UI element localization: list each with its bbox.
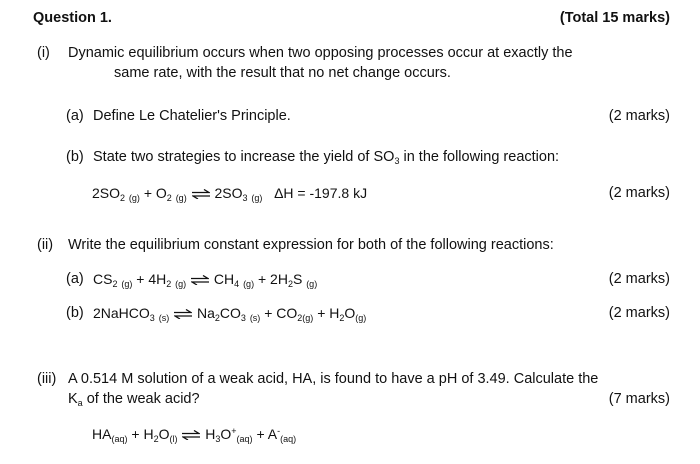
equation-cs2: $CS_2$ $_{(g)} + 4H_2$ $_{(g)}$ $CH_4$ $_{(g)} + 2H_2S$ $_{(g)}$	[93, 271, 318, 289]
part-i-b-label: (b)	[66, 149, 84, 165]
part-i-line1: Dynamic equilibrium occurs when two opposing processes occur at exactly the	[68, 45, 573, 61]
part-ii-a-marks: (2 marks)	[608, 271, 670, 287]
part-ii-label: (ii)	[37, 237, 54, 253]
equation-nahco3: 2NaHCO$_3$ $_{(s)}$ $Na_2CO_3$ $_{(s)} + CO_{2(g)} + H_2O_{(g)}$	[93, 305, 367, 323]
part-ii-b-label: (b)	[66, 305, 84, 321]
equilibrium-arrow-icon	[182, 430, 200, 440]
part-iii-line2: $K_a$ of the weak acid?	[68, 391, 200, 408]
enthalpy-change: ΔH = -197.8 kJ	[274, 185, 368, 201]
part-i-b-text: State two strategies to increase the yield of $SO_3$ in the following reaction:	[93, 149, 560, 166]
equation-ha: $HA_{(aq)} + H_2O_{(l)}$ $H_3O^+_{(aq)} + A^-_{(aq)}$	[92, 426, 297, 444]
equilibrium-arrow-icon	[174, 309, 192, 319]
part-iii-label: (iii)	[37, 371, 57, 387]
total-marks: (Total 15 marks)	[559, 10, 670, 26]
part-i-b-marks: (2 marks)	[608, 185, 670, 201]
question-title: Question 1.	[33, 10, 112, 26]
equilibrium-arrow-icon	[191, 275, 209, 285]
equation-so3: $2SO_2$ $_{(g)} + O_2$ $_{(g)}$ $2SO_3$ $_{(g)}$ ΔH = -197.8 kJ	[92, 185, 368, 203]
equilibrium-arrow-icon	[192, 189, 210, 199]
part-i-line2: same rate, with the result that no net change occurs.	[114, 65, 451, 81]
part-i-a-marks: (2 marks)	[608, 108, 670, 124]
part-iii-line1: A 0.514 M solution of a weak acid, HA, is found to have a pH of 3.49. Calculate the	[68, 371, 599, 387]
part-iii-marks: (7 marks)	[608, 391, 670, 407]
part-i-a-text: Define Le Chatelier's Principle.	[93, 108, 291, 124]
part-ii-text: Write the equilibrium constant expression for both of the following reactions:	[68, 237, 554, 253]
part-i-label: (i)	[37, 45, 50, 61]
part-ii-a-label: (a)	[66, 271, 84, 287]
part-i-a-label: (a)	[66, 108, 84, 124]
part-ii-b-marks: (2 marks)	[608, 305, 670, 321]
